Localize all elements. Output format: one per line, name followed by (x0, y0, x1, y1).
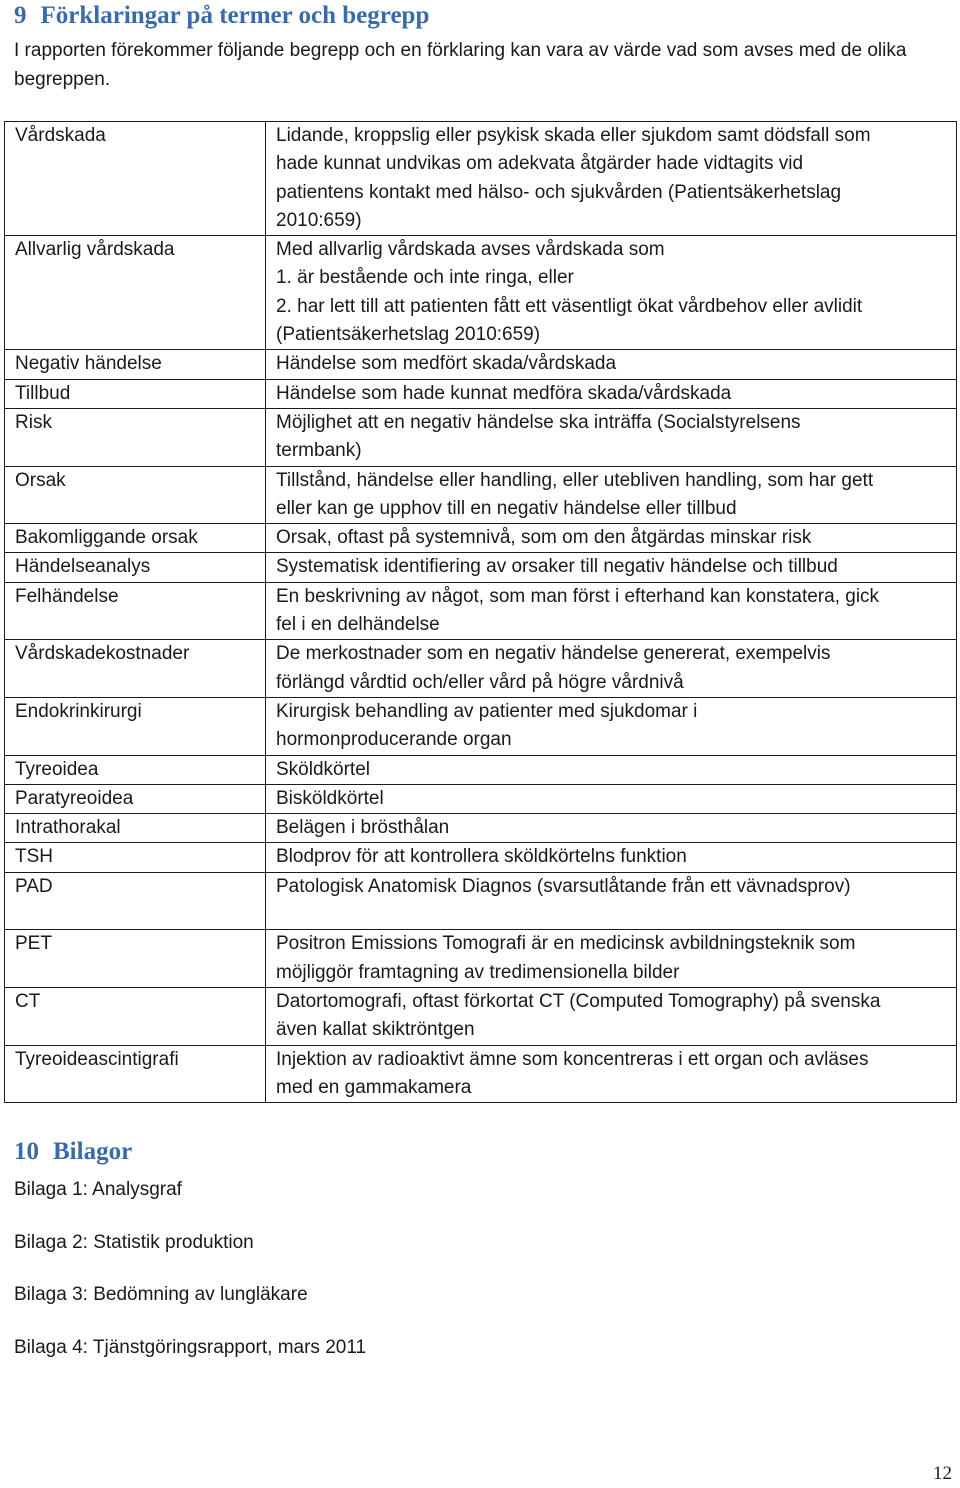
terms-table (4, 121, 957, 1103)
definition-line: även kallat skiktröntgen (276, 1019, 475, 1041)
term-cell (5, 553, 266, 582)
term-label: TSH (15, 846, 53, 868)
definition-line: Händelse som medfört skada/vårdskada (276, 353, 617, 375)
definition-line: Möjlighet att en negativ händelse ska inträffa (Socialstyrelsens (276, 411, 801, 433)
table-row (5, 553, 957, 582)
table-row (5, 350, 957, 379)
definition-line: fel i en delhändelse (276, 614, 440, 636)
term-label: CT (15, 990, 41, 1012)
term-label: Tyreoidea (15, 758, 99, 780)
table-row (5, 872, 957, 930)
definition-line: De merkostnader som en negativ händelse genererat, exempelvis (276, 643, 831, 665)
definition-line: hade kunnat undvikas om adekvata åtgärder hade vidtagits vid (276, 153, 804, 175)
term-label: Allvarlig vårdskada (15, 239, 175, 261)
term-cell (5, 379, 266, 408)
definition-cell (266, 379, 957, 408)
section-9-heading (14, 2, 429, 30)
term-cell (5, 843, 266, 872)
term-cell (5, 814, 266, 843)
definition-line: termbank) (276, 440, 362, 462)
definition-line: 1. är bestående och inte ringa, eller (276, 267, 574, 289)
term-label: Vårdskada (15, 125, 106, 146)
definition-line: Injektion av radioaktivt ämne som koncentreras i ett organ och avläses (276, 1048, 869, 1070)
term-label: Felhändelse (15, 585, 119, 607)
definition-line: Belägen i brösthålan (276, 817, 450, 839)
section-title: Bilagor (53, 1138, 133, 1165)
definition-cell (266, 814, 957, 843)
term-label: Vårdskadekostnader (15, 643, 190, 665)
definition-cell (266, 930, 957, 988)
definition-line: Orsak, oftast på systemnivå, som om den åtgärdas minskar risk (276, 527, 812, 549)
term-cell (5, 987, 266, 1045)
table-row (5, 524, 957, 553)
definition-line: Sköldkörtel (276, 758, 370, 780)
definition-line: Systematisk identifiering av orsaker till negativ händelse och tillbud (276, 556, 838, 578)
term-cell (5, 408, 266, 466)
term-label: Endokrinkirurgi (15, 700, 142, 722)
table-row (5, 379, 957, 408)
term-cell (5, 755, 266, 784)
table-row (5, 755, 957, 784)
table-row (5, 1045, 957, 1103)
term-cell (5, 122, 266, 236)
definition-line: Positron Emissions Tomografi är en medicinsk avbildningsteknik som (276, 933, 856, 955)
definition-line: Patologisk Anatomisk Diagnos (svarsutlåtande från ett vävnadsprov) (276, 875, 851, 897)
definition-line: 2. har lett till att patienten fått ett väsentligt ökat vårdbehov eller avlidit (276, 295, 863, 317)
term-cell (5, 524, 266, 553)
definition-cell (266, 987, 957, 1045)
definition-line: Händelse som hade kunnat medföra skada/vårdskada (276, 382, 732, 404)
term-label: Paratyreoidea (15, 787, 134, 809)
attachment-item: Bilaga 4: Tjänstgöringsrapport, mars 2011 (14, 1336, 367, 1358)
table-row (5, 408, 957, 466)
definition-cell (266, 640, 957, 698)
definition-line: Med allvarlig vårdskada avses vårdskada som (276, 239, 665, 261)
definition-cell (266, 408, 957, 466)
definition-cell (266, 553, 957, 582)
term-cell (5, 784, 266, 813)
term-label: Negativ händelse (15, 353, 162, 375)
term-label: Bakomliggande orsak (15, 527, 198, 549)
definition-cell (266, 784, 957, 813)
definition-cell (266, 582, 957, 640)
definition-line: Blodprov för att kontrollera sköldkörtelns funktion (276, 846, 687, 868)
definition-line: patientens kontakt med hälso- och sjukvården (Patientsäkerhetslag (276, 181, 842, 203)
table-row (5, 122, 957, 236)
term-label: Risk (15, 411, 52, 433)
page-number: 12 (933, 1463, 952, 1484)
table-row (5, 843, 957, 872)
term-cell (5, 582, 266, 640)
table-row (5, 987, 957, 1045)
definition-cell (266, 872, 957, 930)
term-cell (5, 1045, 266, 1103)
attachment-item: Bilaga 1: Analysgraf (14, 1179, 182, 1200)
definition-line: eller kan ge upphov till en negativ händelse eller tillbud (276, 497, 737, 519)
definition-line: förlängd vårdtid och/eller vård på högre vårdnivå (276, 671, 684, 693)
definition-cell (266, 236, 957, 350)
attachment-item: Bilaga 2: Statistik produktion (14, 1231, 254, 1253)
section-10-heading (14, 1138, 132, 1166)
term-label: Händelseanalys (15, 556, 151, 578)
definition-cell (266, 843, 957, 872)
definition-line: hormonproducerande organ (276, 729, 512, 751)
section-title: Förklaringar på termer och begrepp (40, 2, 430, 29)
definition-cell (266, 122, 957, 236)
table-row (5, 640, 957, 698)
term-cell (5, 872, 266, 930)
definition-line (276, 901, 952, 929)
term-cell (5, 640, 266, 698)
definition-line: (Patientsäkerhetslag 2010:659) (276, 324, 541, 346)
term-cell (5, 930, 266, 988)
definition-line: 2010:659) (276, 209, 362, 231)
section-number: 10 (14, 1138, 39, 1165)
definition-cell (266, 466, 957, 524)
definition-line: En beskrivning av något, som man först i efterhand kan konstatera, gick (276, 585, 880, 607)
table-row (5, 814, 957, 843)
definition-line: möjliggör framtagning av tredimensionella bilder (276, 961, 680, 983)
attachments-list (14, 1176, 366, 1386)
term-label: Tyreoideascintigrafi (15, 1048, 179, 1070)
definition-line: Datortomografi, oftast förkortat CT (Computed Tomography) på svenska (276, 990, 881, 1012)
definition-line: Kirurgisk behandling av patienter med sjukdomar i (276, 700, 698, 722)
attachment-item: Bilaga 3: Bedömning av lungläkare (14, 1284, 308, 1305)
term-cell (5, 236, 266, 350)
term-label: Orsak (15, 469, 66, 491)
table-row (5, 236, 957, 350)
table-row (5, 784, 957, 813)
term-cell (5, 466, 266, 524)
definition-cell (266, 1045, 957, 1103)
section-number: 9 (14, 2, 27, 29)
term-cell (5, 697, 266, 755)
intro-paragraph: I rapporten förekommer följande begrepp och en förklaring kan vara av värde vad som avses med de olika begreppen. (14, 40, 907, 90)
definition-line: Tillstånd, händelse eller handling, eller utebliven handling, som har gett (276, 469, 874, 491)
definition-cell (266, 697, 957, 755)
term-label: PAD (15, 875, 53, 897)
term-label: Intrathorakal (15, 817, 121, 839)
term-cell (5, 350, 266, 379)
definition-line: Bisköldkörtel (276, 787, 384, 809)
term-label: Tillbud (15, 382, 71, 404)
definition-line: Lidande, kroppslig eller psykisk skada eller sjukdom samt dödsfall som (276, 125, 871, 146)
table-row (5, 466, 957, 524)
table-row (5, 582, 957, 640)
definition-cell (266, 350, 957, 379)
definition-line: med en gammakamera (276, 1076, 472, 1098)
table-row (5, 930, 957, 988)
definition-cell (266, 755, 957, 784)
term-label: PET (15, 933, 52, 955)
table-row (5, 697, 957, 755)
definition-cell (266, 524, 957, 553)
